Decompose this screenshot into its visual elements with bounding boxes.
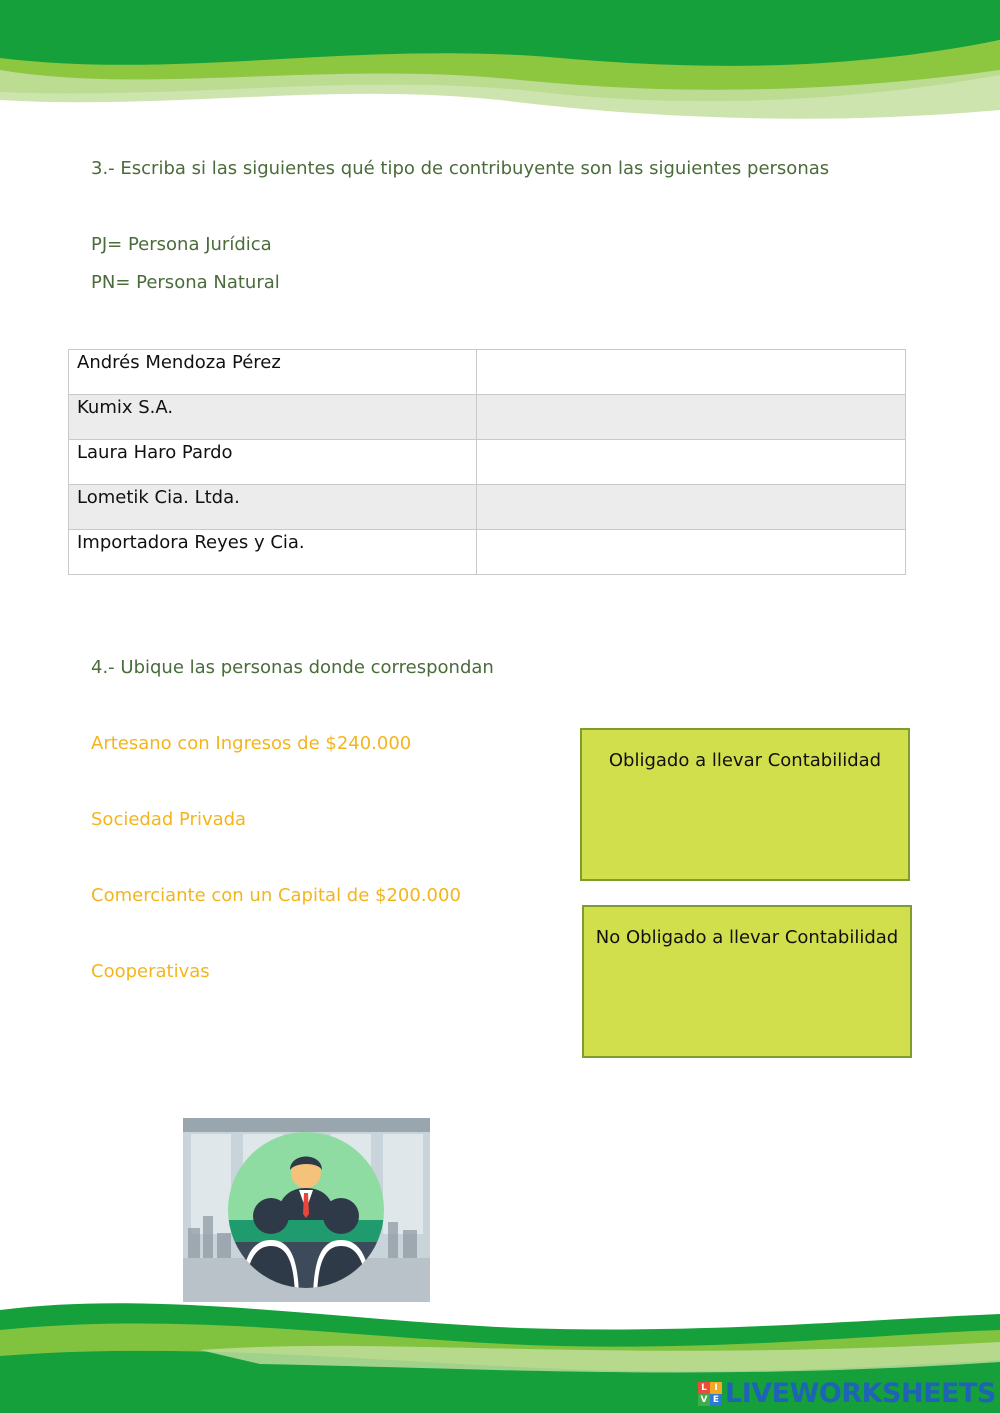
liveworksheets-logo-icon [698,1382,722,1406]
draggable-item-comerciante[interactable]: Comerciante con un Capital de $200.000 [91,885,461,906]
drop-box-label: Obligado a llevar Contabilidad [608,750,882,771]
logo-letter: V [698,1394,710,1406]
brand-name: LIVEWORKSHEETS [725,1378,996,1409]
person-name: Importadora Reyes y Cia. [69,530,477,575]
draggable-item-artesano[interactable]: Artesano con Ingresos de $240.000 [91,733,412,754]
question-4-title: 4.- Ubique las personas donde correspondan [91,657,494,678]
top-wave-decoration [0,0,1000,130]
drop-box-obligado[interactable] [580,728,910,881]
business-meeting-illustration [183,1118,430,1302]
draggable-item-cooperativas[interactable]: Cooperativas [91,961,210,982]
table-row [69,395,906,440]
person-name: Andrés Mendoza Pérez [69,350,477,395]
liveworksheets-brand [698,1378,996,1409]
answer-cell[interactable] [477,395,906,440]
table-row [69,485,906,530]
table-row [69,350,906,395]
contributor-table [68,349,906,575]
answer-cell[interactable] [477,440,906,485]
person-name: Kumix S.A. [69,395,477,440]
drop-box-no-obligado[interactable] [582,905,912,1058]
legend-pn: PN= Persona Natural [91,272,280,293]
person-name: Laura Haro Pardo [69,440,477,485]
logo-letter: I [710,1382,722,1394]
draggable-item-sociedad[interactable]: Sociedad Privada [91,809,247,830]
table-row [69,440,906,485]
logo-letter: L [698,1382,710,1394]
person-name: Lometik Cia. Ltda. [69,485,477,530]
answer-cell[interactable] [477,530,906,575]
logo-letter: E [710,1394,722,1406]
drop-box-label: No Obligado a llevar Contabilidad [595,927,899,948]
answer-cell[interactable] [477,350,906,395]
answer-cell[interactable] [477,485,906,530]
legend-pj: PJ= Persona Jurídica [91,234,272,255]
table-row [69,530,906,575]
question-3-title: 3.- Escriba si las siguientes qué tipo de contribuyente son las siguientes personas [91,158,830,179]
